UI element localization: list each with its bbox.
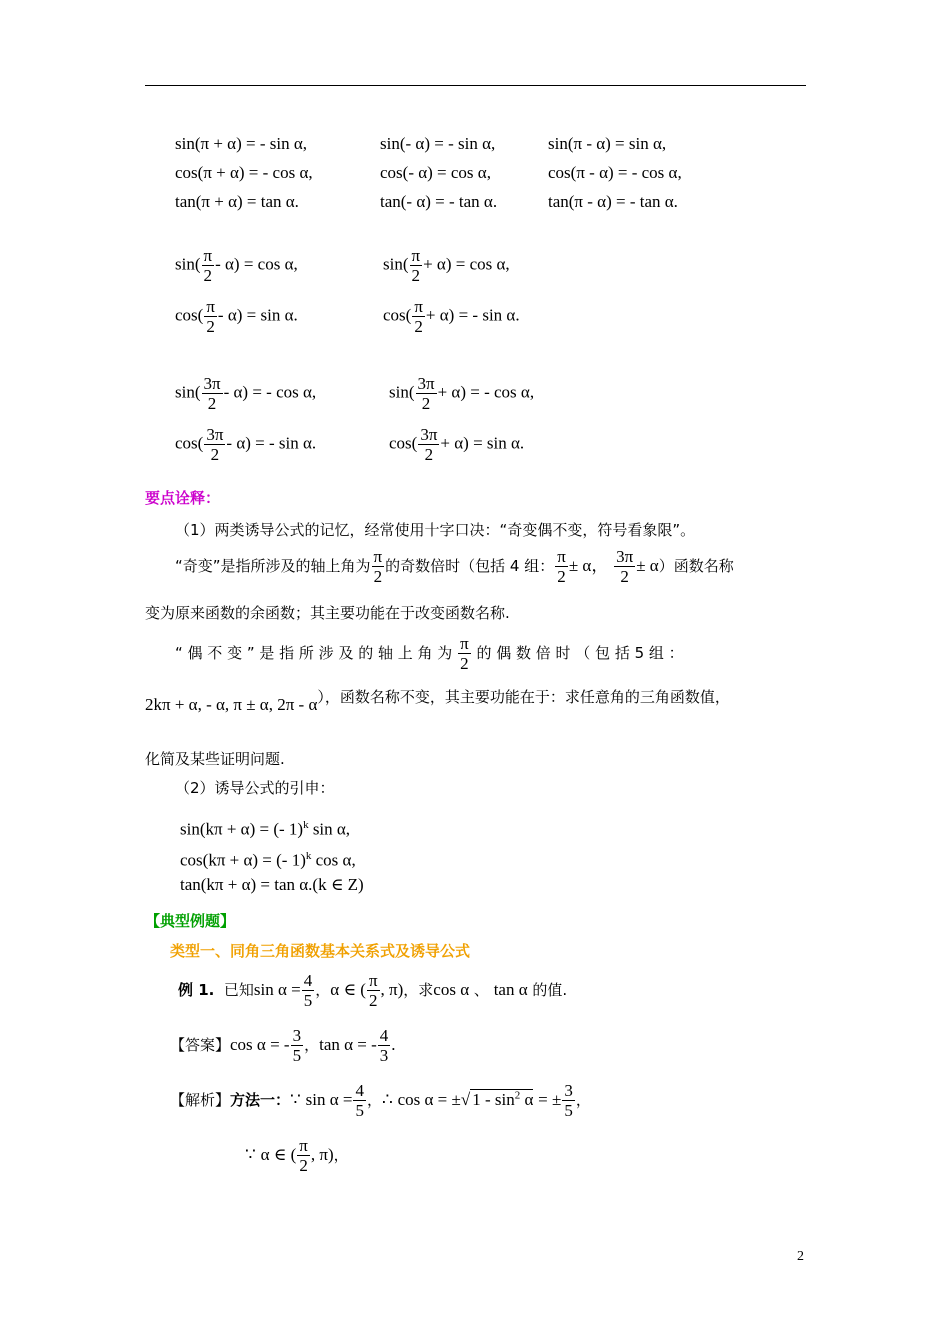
notes-p7: （2）诱导公式的引申：: [175, 779, 335, 797]
formula-cos-pi-minus: cos(π - α) = - cos α,: [548, 163, 682, 182]
answer-line: 【答案】cos α = - $\frac{3}{5}$ ，tan α = - $\frac{4}{3}$ .: [170, 1026, 396, 1065]
notes-p4: “ 偶 不 变 ” 是 指 所 涉 及 的 轴 上 角 为 $\frac{\pi}{2}$ 的 偶 数 倍 时 （ 包 括 5 组 ：: [175, 634, 684, 673]
notes-heading: 要点诠释：: [145, 489, 221, 507]
notes-p1: （1）两类诱导公式的记忆，经常使用十字口决：“奇变偶不变，符号看象限”。: [175, 521, 696, 539]
page-number: 2: [797, 1249, 804, 1264]
solution-range-line: ∵ α ∈ ( $\frac{\pi}{2}$ , π)，: [245, 1136, 349, 1175]
formula-tan-pi-plus: tan(π + α) = tan α.: [175, 192, 299, 211]
examples-heading: 【典型例题】: [145, 912, 236, 930]
example-1: 例 1. 已知sin α = $\frac{4}{5}$ ，α ∈ ( $\frac{\pi}{2}$ , π)，求cos α 、 tan α 的值.: [178, 971, 568, 1010]
solution-line: 【解析】方法一：∵ sin α = $\frac{4}{5}$ ，∴ cos α = ±√ $1 - \sin^2 \alpha$ = ± $\frac{3}{5}$ ，: [170, 1081, 591, 1120]
formula-sin-3half-pi-minus: sin( $\frac{3\pi}{2}$ - α) = - cos α,: [175, 374, 317, 413]
formula-ext-tan: tan(kπ + α) = tan α.(k ∈ Z): [180, 875, 364, 894]
formula-tan-neg: tan(- α) = - tan α.: [380, 192, 498, 211]
header-rule: [145, 85, 806, 86]
formula-sin-pi-minus: sin(π - α) = sin α,: [548, 134, 667, 153]
formula-cos-half-pi-plus: cos( $\frac{\pi}{2}$ + α) = - sin α.: [383, 297, 520, 336]
formula-sin-half-pi-plus: sin( $\frac{\pi}{2}$ + α) = cos α,: [383, 246, 510, 285]
notes-p5: 2kπ + α, - α, π ± α, 2π - α），函数名称不变，其主要功能在于：求任意角的三角函数值，: [145, 688, 730, 714]
type-one-heading: 类型一、同角三角函数基本关系式及诱导公式: [170, 942, 471, 960]
formula-cos-3half-pi-plus: cos( $\frac{3\pi}{2}$ + α) = sin α.: [389, 425, 525, 464]
formula-cos-half-pi-minus: cos( $\frac{\pi}{2}$ - α) = sin α.: [175, 297, 298, 336]
formula-ext-cos: cos(kπ + α) = (- 1)$^k$ cos α,: [180, 850, 356, 870]
notes-p6: 化简及某些证明问题.: [145, 750, 285, 768]
formula-cos-neg: cos(- α) = cos α,: [380, 163, 491, 182]
formula-ext-sin: sin(kπ + α) = (- 1)$^k$ sin α,: [180, 819, 351, 839]
formula-cos-3half-pi-minus: cos( $\frac{3\pi}{2}$ - α) = - sin α.: [175, 425, 317, 464]
formula-sin-half-pi-minus: sin( $\frac{\pi}{2}$ - α) = cos α,: [175, 246, 298, 285]
formula-tan-pi-minus: tan(π - α) = - tan α.: [548, 192, 678, 211]
notes-p3: 变为原来函数的余函数；其主要功能在于改变函数名称.: [145, 604, 510, 622]
formula-sin-neg: sin(- α) = - sin α,: [380, 134, 496, 153]
formula-cos-pi-plus: cos(π + α) = - cos α,: [175, 163, 313, 182]
formula-sin-3half-pi-plus: sin( $\frac{3\pi}{2}$ + α) = - cos α,: [389, 374, 535, 413]
notes-p2: “奇变”是指所涉及的轴上角为 $\frac{\pi}{2}$ 的奇数倍时（包括 4 组： $\frac{\pi}{2}$ ± α， $\frac{3\pi}{2}$ ± α）函数名称: [175, 547, 734, 586]
formula-sin-pi-plus: sin(π + α) = - sin α,: [175, 134, 307, 153]
